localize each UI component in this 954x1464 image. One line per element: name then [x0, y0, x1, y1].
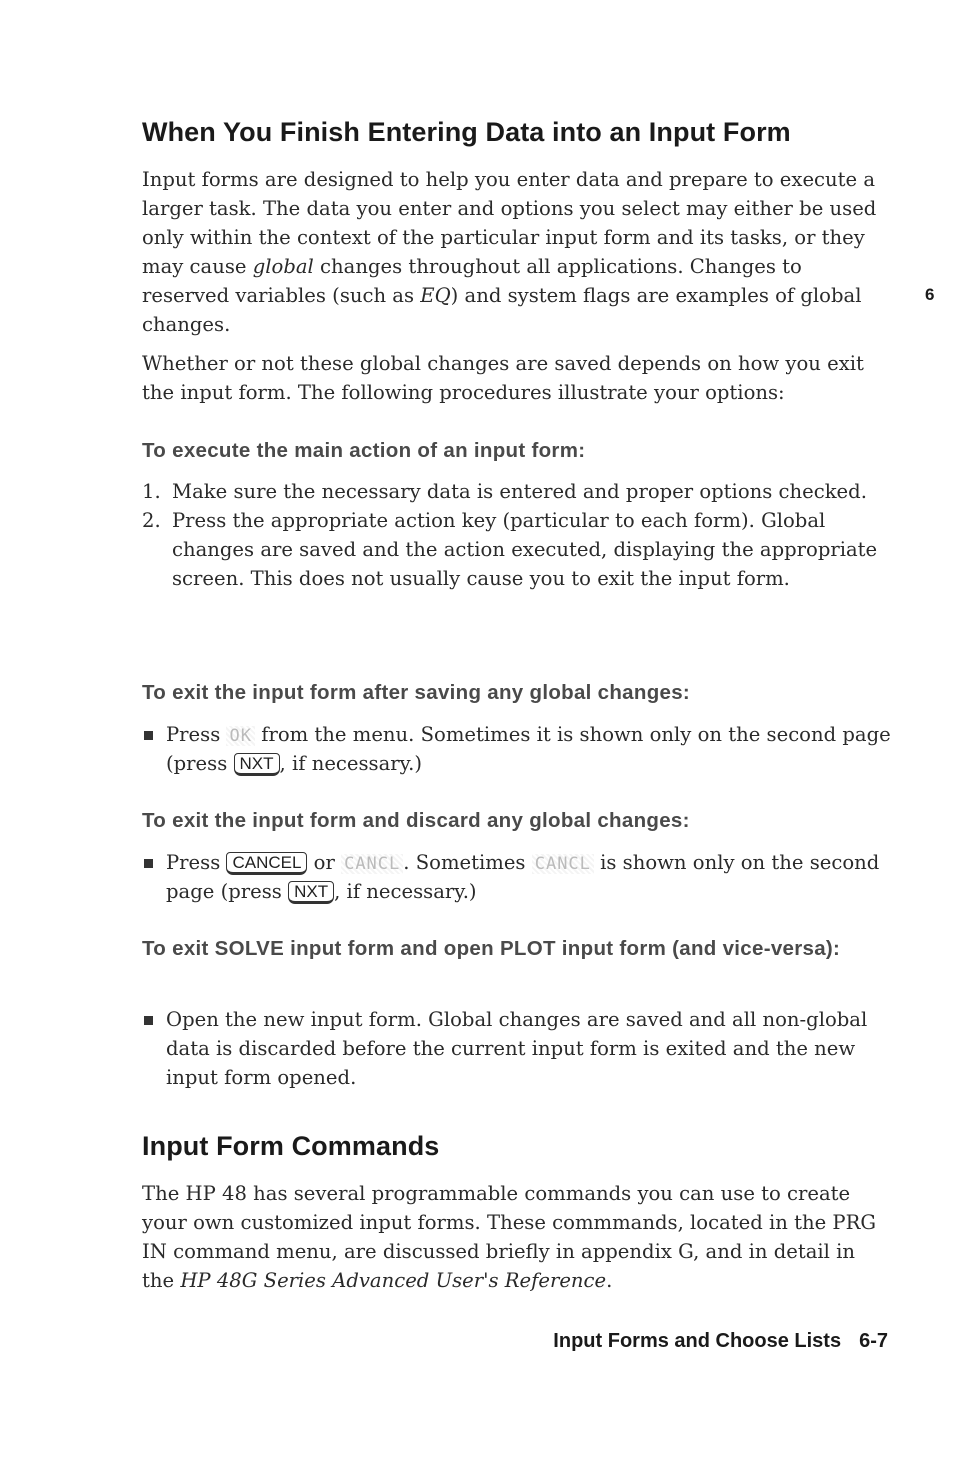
bullet-text: . Sometimes	[403, 851, 532, 874]
chapter-tab-marker: 6	[925, 285, 935, 304]
bullet-text: or	[307, 851, 342, 874]
bullet-text: is shown only on the second page (press	[166, 851, 880, 903]
nxt-key: NXT	[234, 753, 280, 776]
bullet-text: , if necessary.)	[279, 752, 422, 775]
intro-text-b: changes throughout all applications. Changes to reserved variables (such as	[142, 255, 802, 307]
intro-emphasis-global: global	[252, 255, 314, 278]
subheading-solve-plot: To exit SOLVE input form and open PLOT input form (and vice-versa):	[142, 937, 841, 960]
bullet-square-icon	[144, 1016, 153, 1025]
intro-text-a: Input forms are designed to help you enter data and prepare to execute a larger task. The data you enter and options you select may either be used only within the context of the particular input form and its tasks, or they may cause	[142, 168, 877, 278]
footer-page-number: 6-7	[859, 1330, 888, 1352]
reference-title: HP 48G Series Advanced User's Reference	[180, 1269, 607, 1292]
intro-variable-eq: EQ	[420, 284, 451, 307]
step-text: Make sure the necessary data is entered and proper options checked.	[172, 480, 867, 503]
ok-softkey: OK	[226, 726, 254, 746]
bullet-square-icon	[144, 731, 153, 740]
list-item	[142, 506, 892, 593]
step-number: 1.	[142, 480, 161, 503]
execute-steps-list	[142, 477, 892, 593]
page-footer	[553, 1330, 888, 1353]
cancel-key: CANCEL	[226, 852, 307, 875]
subheading-exit-saving: To exit the input form after saving any global changes:	[142, 681, 691, 704]
subheading-exit-discard: To exit the input form and discard any global changes:	[142, 809, 690, 832]
section-title-finish-entering: When You Finish Entering Data into an Input Form	[142, 117, 791, 147]
nxt-key: NXT	[288, 881, 334, 904]
step-number: 2.	[142, 509, 161, 532]
bullet-text: Open the new input form. Global changes are saved and all non-global data is discarded before the current input form is exited and the new input form opened.	[166, 1008, 868, 1089]
subheading-execute-main-action: To execute the main action of an input form:	[142, 439, 586, 462]
section-title-input-form-commands: Input Form Commands	[142, 1131, 440, 1161]
options-paragraph: Whether or not these global changes are saved depends on how you exit the input form. The following procedures illustrate your options:	[142, 352, 864, 404]
step-text: Press the appropriate action key (particular to each form). Global changes are saved and the action executed, displaying the appropriate screen. This does not usually cause you to exit the input form.	[172, 509, 878, 590]
commands-paragraph	[142, 1179, 892, 1295]
list-item	[142, 477, 892, 506]
exit-discard-bullet	[142, 848, 892, 906]
bullet-text: Press	[166, 723, 227, 746]
bullet-text: Press	[166, 851, 227, 874]
cancl-softkey: CANCL	[341, 854, 403, 874]
commands-text-a: The HP 48 has several programmable commands you can use to create your own customized input forms. These commmands, located in the PRG IN command menu, are discussed briefly in appendix G, and in detail in the	[142, 1182, 877, 1292]
exit-saving-bullet	[142, 720, 892, 778]
intro-text-c: ) and system flags are examples of global changes.	[142, 284, 862, 336]
cancl-softkey: CANCL	[532, 854, 594, 874]
bullet-square-icon	[144, 859, 153, 868]
bullet-text: , if necessary.)	[334, 880, 477, 903]
solve-plot-bullet	[142, 1005, 892, 1092]
bullet-text: from the menu. Sometimes it is shown only on the second page (press	[166, 723, 891, 775]
footer-chapter-title: Input Forms and Choose Lists	[553, 1330, 842, 1352]
commands-text-b: .	[606, 1269, 613, 1292]
intro-paragraph	[142, 165, 892, 339]
